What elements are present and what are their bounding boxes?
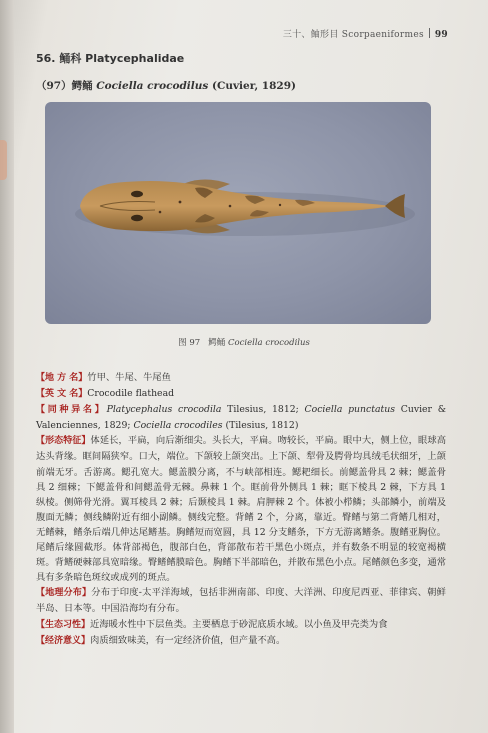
- tag-ecology: 【生态习性】: [36, 619, 91, 630]
- ecology-text: 近海暖水性中下层鱼类。主要栖息于砂泥底质水域。以小鱼及甲壳类为食: [90, 618, 388, 630]
- figure-latin-name: Cociella crocodilus: [227, 338, 310, 348]
- fish-photo: [45, 102, 431, 324]
- entry-local-names: [36, 370, 446, 386]
- species-heading: [36, 78, 296, 93]
- species-latin-name: Cociella crocodilus: [96, 80, 209, 92]
- running-head: [283, 27, 448, 40]
- entry-english-name: [36, 386, 446, 402]
- species-description: [36, 370, 446, 649]
- economic-text: 肉质细致味美，有一定经济价值，但产量不高。: [90, 634, 286, 646]
- synonym-3-name: Cociella crocodiles: [133, 420, 223, 432]
- distribution-text: 分布于印度-太平洋海域，包括非洲南部、印度、大洋洲、印度尼西亚、菲律宾、朝鲜半岛、日本等。中国沿海均有分布。: [36, 587, 446, 615]
- synonym-2-author: Cuvier & Valenciennes, 1829;: [36, 404, 446, 432]
- species-author: (Cuvier, 1829): [212, 80, 296, 92]
- synonym-2-name: Cociella punctatus: [304, 404, 396, 416]
- synonym-3-author: (Tilesius, 1812): [222, 420, 299, 432]
- tag-synonyms: 【同种异名】: [36, 405, 107, 416]
- morphology-text: 体延长，平扁，向后渐细尖。头长大，平扁。吻较长，平扁。眼中大，侧上位，眼球高达头背缘。眶间隔狭窄。口大，端位。下颌较上颌突出。上下颌、犁骨及腭骨均具绒毛状细牙，上颌前端无牙。舌游离。鳃孔宽大。鳃盖膜分离，不与峡部相连。鳃耙细长。前鳃盖骨具 2 棘；鳃盖骨具 2 细棘；下鳃盖骨和间鳃盖骨无棘。鼻棘 1 个。眶前骨外侧具 1 棘；眶下棱具 2 棘，下方具 1 纵棱。侧筛骨光滑。翼耳棱具 2 棘；后颞棱具 1 棘。肩胛棘 2 个。体被小栉鳞；头部鳞小，前端及腹面无鳞；侧线鳞附近有细小副鳞。侧线完整。背鳍 2 个，分离，靠近。臀鳍与第二背鳍几相对，无鳍棘，鳍条后端几伸达尾鳍基。胸鳍短而宽圆，具 12 分支鳍条，下方无游离鳍条。腹鳍亚胸位。尾鳍后缘圆截形。体背部褐色，腹部白色，背部散布若干黑色小斑点，并有数条不明显的较宽褐横斑。背鳍硬棘部具宽暗缘。臀鳍鳍膜暗色。胸鳍下半部暗色，并散布黑色小点。尾鳍颜色多变，通常具有多条暗色斑纹或成列的斑点。: [36, 435, 446, 584]
- tag-local-names: 【地 方 名】: [36, 373, 88, 383]
- entry-ecology: [36, 617, 446, 633]
- figure-caption: [0, 336, 488, 348]
- entry-synonyms: [36, 402, 446, 433]
- running-title: 三十、鲉形目 Scorpaeniformes: [282, 30, 424, 40]
- crocodile-flathead-illustration: [45, 102, 431, 324]
- family-heading: 56. 鲬科 Platycephalidae: [36, 52, 185, 65]
- entry-distribution: [36, 585, 446, 616]
- tag-distribution: 【地理分布】: [36, 588, 92, 599]
- local-names-text: 竹甲、牛尾、牛尾鱼: [87, 372, 171, 383]
- tag-english-name: 【英 文 名】: [36, 389, 88, 400]
- page-number: 99: [434, 30, 448, 40]
- page-spine: [0, 0, 14, 733]
- header-divider: [429, 28, 430, 38]
- figure-label: 图 97: [178, 338, 201, 348]
- tag-morphology: 【形态特征】: [36, 436, 91, 447]
- entry-economic: [36, 633, 446, 649]
- tag-economic: 【经济意义】: [36, 635, 91, 646]
- species-chinese-name: 鳄鲬: [71, 80, 93, 92]
- entry-morphology: [36, 433, 446, 585]
- synonym-1-name: Platycephalus crocodila: [106, 404, 222, 416]
- previous-page-edge: [0, 140, 7, 180]
- english-name-text: Crocodile flathead: [87, 388, 175, 400]
- figure-chinese-name: 鳄鲬: [208, 338, 226, 348]
- species-number: （97）: [36, 80, 72, 92]
- synonym-1-author: Tilesius, 1812;: [221, 404, 305, 416]
